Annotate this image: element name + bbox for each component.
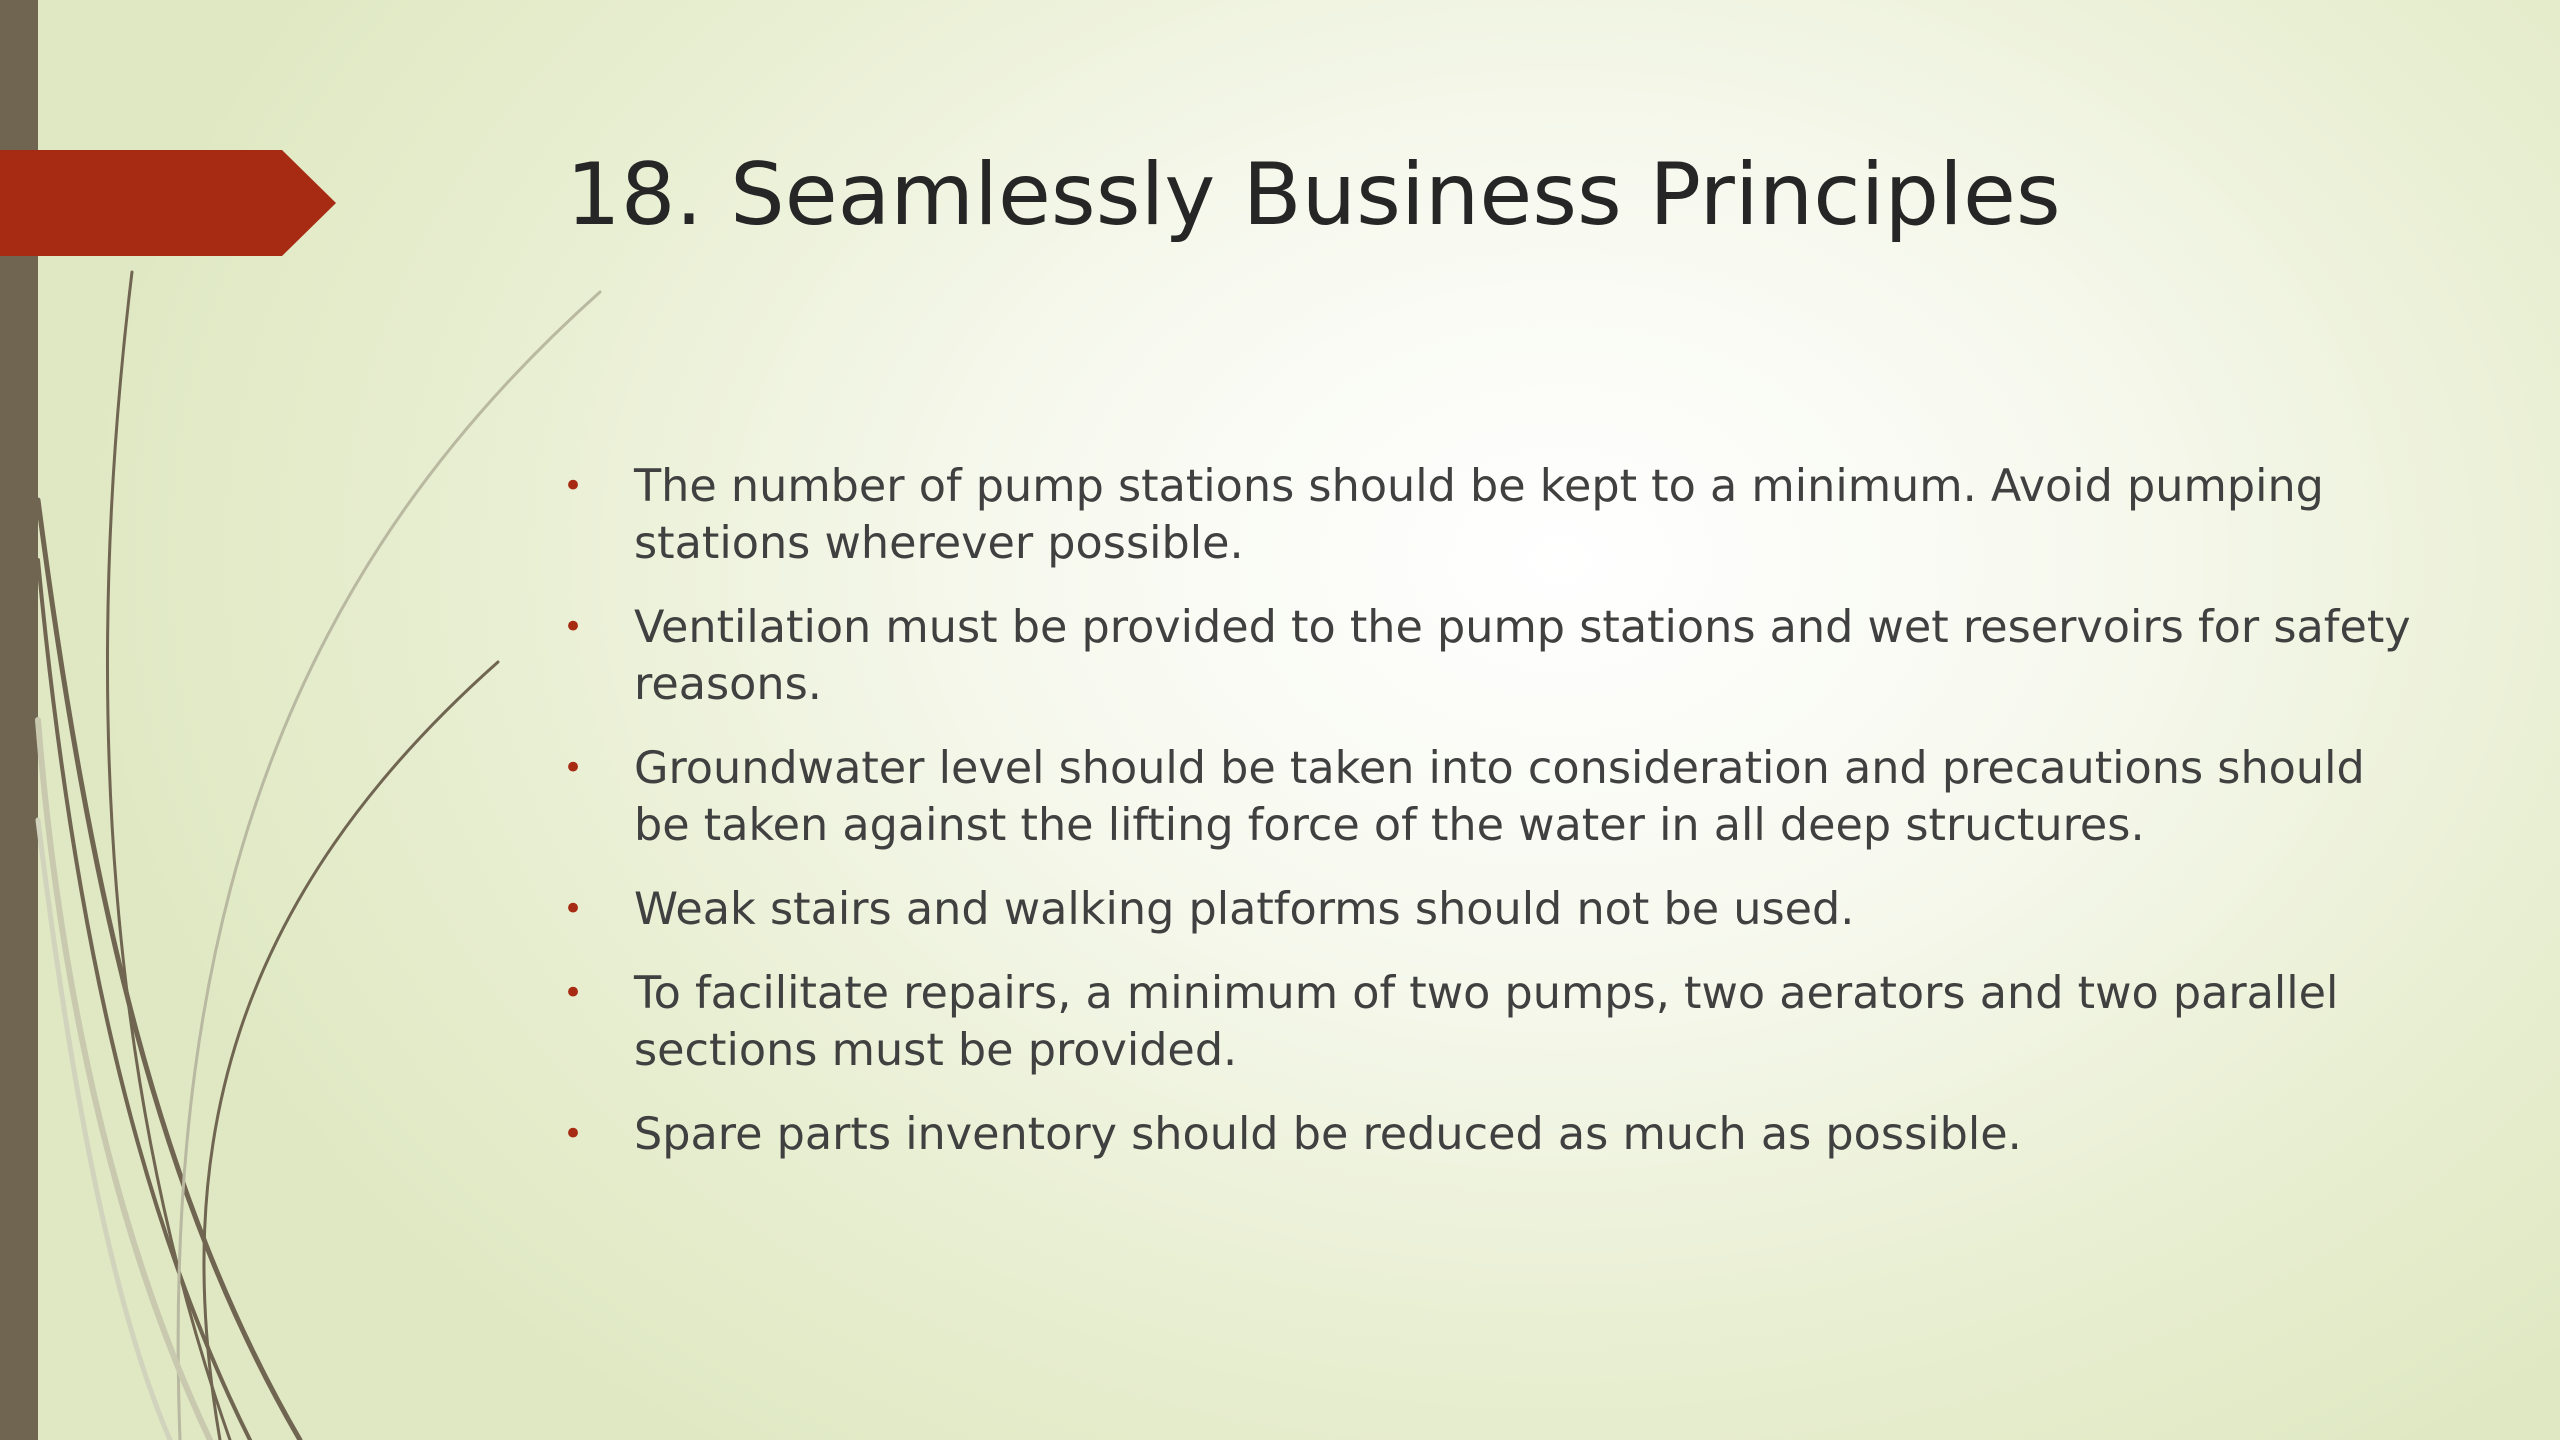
bullet-text: Ventilation must be provided to the pump stations and wet reservoirs for safety reasons. bbox=[634, 602, 2411, 710]
bullet-icon: • bbox=[563, 748, 584, 788]
bullet-text: To facilitate repairs, a minimum of two pumps, two aerators and two parallel sections must be provided. bbox=[634, 968, 2339, 1076]
bullet-text: Spare parts inventory should be reduced as much as possible. bbox=[634, 1109, 2022, 1160]
bullet-item bbox=[560, 1106, 2420, 1163]
bullet-text: Weak stairs and walking platforms should not be used. bbox=[634, 884, 1855, 935]
stem-curve bbox=[178, 292, 600, 1440]
bullet-item bbox=[560, 740, 2420, 854]
bullet-icon: • bbox=[563, 889, 584, 929]
bullet-item bbox=[560, 881, 2420, 938]
bullet-item bbox=[560, 599, 2420, 713]
red-arrow-tab-icon bbox=[0, 150, 336, 256]
stem-curve bbox=[38, 560, 250, 1440]
stem-curve bbox=[204, 662, 498, 1440]
bullet-item bbox=[560, 458, 2420, 572]
slide-title: 18. Seamlessly Business Principles bbox=[566, 145, 2061, 245]
bullet-text: The number of pump stations should be kept to a minimum. Avoid pumping stations wherever possible. bbox=[634, 461, 2324, 569]
bullet-icon: • bbox=[563, 973, 584, 1013]
bullet-icon: • bbox=[563, 607, 584, 647]
bullet-icon: • bbox=[563, 466, 584, 506]
stem-curve bbox=[38, 720, 210, 1440]
bullet-text: Groundwater level should be taken into consideration and precautions should be taken against the lifting force of the water in all deep structures. bbox=[634, 743, 2365, 851]
stem-curve bbox=[38, 500, 300, 1440]
bullet-list bbox=[560, 458, 2420, 1190]
bullet-item bbox=[560, 965, 2420, 1079]
bullet-icon: • bbox=[563, 1114, 584, 1154]
